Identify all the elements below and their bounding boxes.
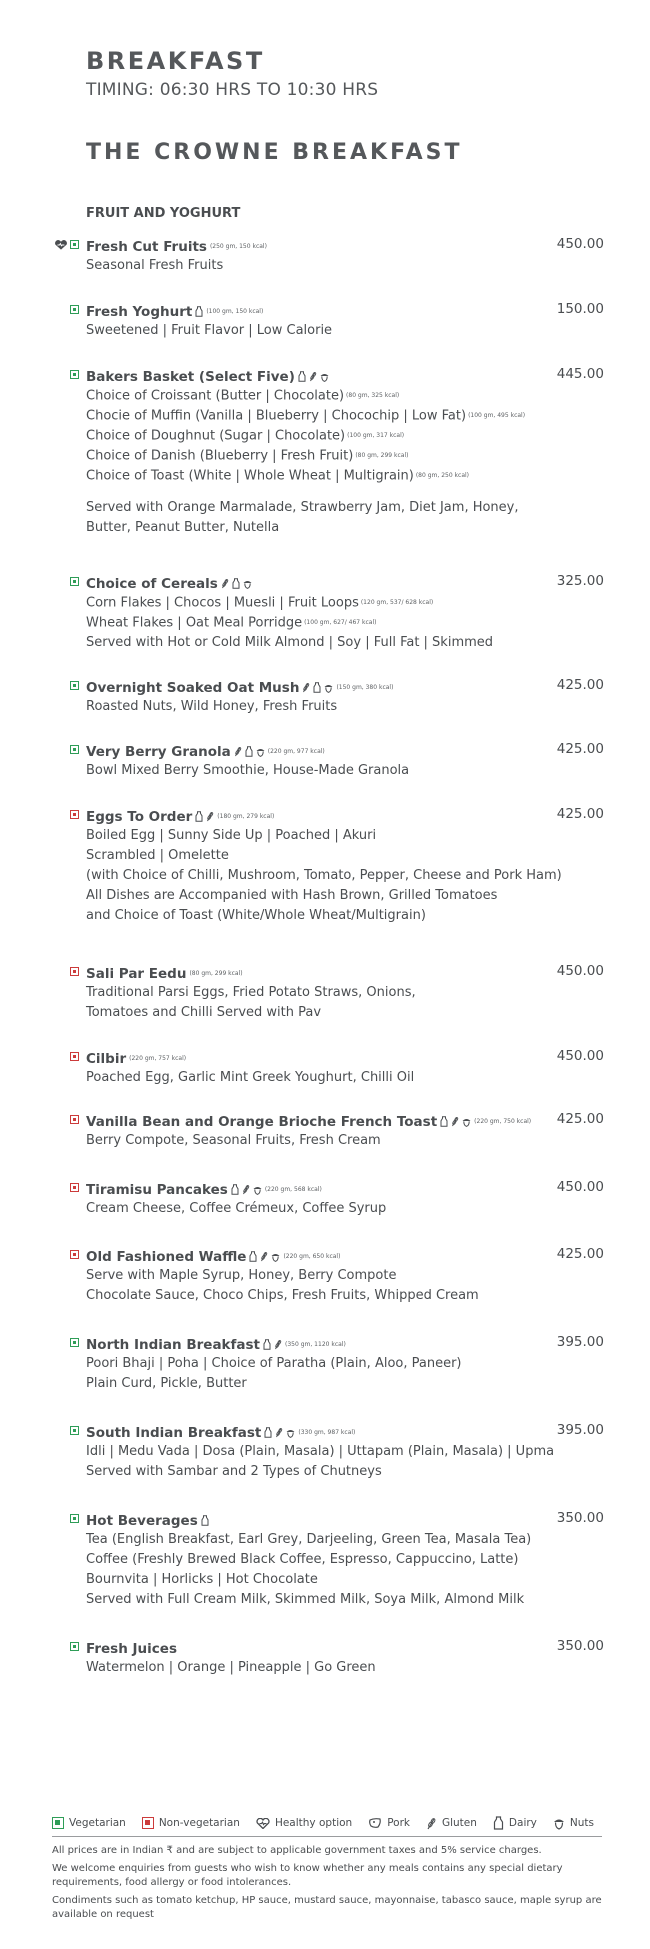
item-calories: (80 gm, 325 kcal): [346, 392, 400, 399]
legend-nonveg: [142, 1817, 240, 1829]
legend-label: Healthy option: [274, 1817, 353, 1829]
dairy-icon: [298, 371, 306, 382]
legend-label: Non-vegetarian: [158, 1817, 240, 1829]
item-price: 425.00: [556, 677, 604, 693]
item-name-line: [86, 1111, 531, 1130]
item-name-line: [86, 963, 243, 982]
gluten-icon: [309, 371, 317, 382]
item-price: 450.00: [556, 1179, 604, 1195]
dairy-icon: [249, 1251, 257, 1262]
vegetarian-icon: [70, 577, 79, 586]
description-line: Served with Sambar and 2 Types of Chutneys: [86, 1464, 382, 1479]
item-name: Tiramisu Pancakes: [86, 1182, 228, 1198]
item-name: Cilbir: [86, 1051, 127, 1067]
item-description: [86, 1354, 462, 1394]
description-line: Served with Full Cream Milk, Skimmed Milk, Soya Milk, Almond Milk: [86, 1592, 525, 1607]
dairy-icon: [232, 578, 240, 589]
description-line: Served with Hot or Cold Milk Almond | Soy | Full Fat | Skimmed: [86, 635, 494, 650]
item-name: Choice of Cereals: [86, 576, 218, 592]
item-name: Fresh Juices: [86, 1641, 177, 1657]
menu-title: BREAKFAST: [86, 47, 265, 75]
pork-icon: [368, 1817, 382, 1829]
gluten-icon: [260, 1251, 268, 1262]
legend-label: Vegetarian: [69, 1817, 126, 1829]
item-description: [86, 1658, 376, 1678]
gluten-icon: [451, 1116, 459, 1127]
item-calories: (350 gm, 1120 kcal): [285, 1341, 346, 1348]
item-calories: (100 gm, 627/ 467 kcal): [304, 619, 377, 626]
legend-healthy: [256, 1817, 352, 1829]
dairy-icon: [493, 1816, 504, 1830]
item-calories: (220 gm, 650 kcal): [283, 1253, 341, 1260]
item-description: [86, 1530, 531, 1610]
item-description: [86, 1068, 414, 1088]
item-description: [86, 826, 562, 926]
menu-subtitle: THE CROWNE BREAKFAST: [86, 140, 463, 165]
item-calories: (120 gm, 537/ 628 kcal): [360, 599, 434, 606]
non-vegetarian-icon: [142, 1817, 154, 1829]
non-vegetarian-icon: [70, 1183, 79, 1192]
item-name-line: [86, 677, 393, 696]
item-name-line: [86, 236, 267, 255]
dairy-icon: [440, 1116, 448, 1127]
description-line: Seasonal Fresh Fruits: [86, 258, 224, 273]
item-calories: (220 gm, 757 kcal): [129, 1055, 187, 1062]
description-line: All Dishes are Accompanied with Hash Brown, Grilled Tomatoes: [86, 888, 498, 903]
description-line: Berry Compote, Seasonal Fruits, Fresh Cream: [86, 1133, 381, 1148]
dietary-note: We welcome enquiries from guests who wish to know whether any meals contains any special dietary requirements, food allergy or food intolerances.: [52, 1863, 563, 1888]
non-vegetarian-icon: [70, 810, 79, 819]
item-description: [86, 761, 409, 781]
vegetarian-icon: [70, 1426, 79, 1435]
gluten-icon: [302, 682, 310, 693]
item-calories: (220 gm, 750 kcal): [474, 1118, 532, 1125]
description-line: Butter, Peanut Butter, Nutella: [86, 520, 280, 535]
vegetarian-icon: [70, 305, 79, 314]
nuts-icon: [553, 1817, 565, 1830]
gluten-icon: [234, 746, 242, 757]
description-text: Choice of Croissant (Butter | Chocolate): [86, 388, 345, 404]
vegetarian-icon: [70, 1338, 79, 1347]
item-price: 350.00: [556, 1638, 604, 1654]
legend-label: Gluten: [441, 1817, 477, 1829]
item-calories: (80 gm, 299 kcal): [355, 452, 409, 459]
item-calories: (220 gm, 977 kcal): [267, 748, 325, 755]
gluten-icon: [275, 1427, 283, 1438]
description-line: Chocolate Sauce, Choco Chips, Fresh Fruits, Whipped Cream: [86, 1288, 479, 1303]
item-price: 425.00: [556, 806, 604, 822]
item-name: Old Fashioned Waffle: [86, 1249, 247, 1265]
description-text: Choice of Doughnut (Sugar | Chocolate): [86, 428, 346, 444]
legend-label: Nuts: [569, 1817, 594, 1829]
legend-label: Dairy: [508, 1817, 537, 1829]
vegetarian-icon: [70, 681, 79, 690]
legend-nuts: [553, 1817, 594, 1830]
nuts-icon: [243, 579, 252, 589]
dairy-icon: [201, 1515, 209, 1526]
item-name-line: [86, 573, 252, 592]
gluten-icon: [221, 578, 229, 589]
vegetarian-icon: [70, 1514, 79, 1523]
legend-pork: [368, 1817, 410, 1829]
dairy-icon: [313, 682, 321, 693]
non-vegetarian-icon: [70, 1115, 79, 1124]
nuts-icon: [462, 1117, 471, 1127]
non-vegetarian-icon: [70, 1052, 79, 1061]
description-line: Plain Curd, Pickle, Butter: [86, 1376, 247, 1391]
item-name-line: [86, 1334, 346, 1353]
item-name: Very Berry Granola: [86, 744, 231, 760]
gluten-icon: [206, 811, 214, 822]
item-name: Eggs To Order: [86, 809, 193, 825]
item-price: 445.00: [556, 366, 604, 382]
description-line: Tea (English Breakfast, Earl Grey, Darjeeling, Green Tea, Masala Tea): [86, 1532, 532, 1547]
vegetarian-icon: [52, 1817, 64, 1829]
item-description: [86, 386, 525, 538]
item-price: 395.00: [556, 1334, 604, 1350]
item-price: 450.00: [556, 236, 604, 252]
item-price: 425.00: [556, 1111, 604, 1127]
item-name-line: [86, 806, 274, 825]
item-price: 425.00: [556, 741, 604, 757]
vegetarian-icon: [70, 745, 79, 754]
description-line: [86, 426, 525, 446]
item-name-line: [86, 301, 263, 320]
nuts-icon: [286, 1428, 295, 1438]
item-name: Fresh Yoghurt: [86, 304, 193, 320]
item-name: Sali Par Eedu: [86, 966, 187, 982]
description-line: Bournvita | Horlicks | Hot Chocolate: [86, 1572, 318, 1587]
item-name-line: [86, 1510, 209, 1529]
vegetarian-icon: [70, 1642, 79, 1651]
description-text: Choice of Danish (Blueberry | Fresh Fruit): [86, 448, 354, 464]
vegetarian-icon: [70, 240, 79, 249]
description-line: Bowl Mixed Berry Smoothie, House-Made Granola: [86, 763, 410, 778]
description-line: Tomatoes and Chilli Served with Pav: [86, 1005, 322, 1020]
item-name-line: [86, 1048, 186, 1067]
nuts-icon: [256, 747, 265, 757]
description-line: Serve with Maple Syrup, Honey, Berry Compote: [86, 1268, 397, 1283]
nuts-icon: [271, 1252, 280, 1262]
item-calories: (80 gm, 250 kcal): [415, 472, 470, 479]
description-line: Traditional Parsi Eggs, Fried Potato Straws, Onions,: [86, 985, 416, 1000]
gluten-icon: [274, 1339, 282, 1350]
dairy-icon: [263, 1339, 271, 1350]
item-calories: (100 gm, 150 kcal): [206, 308, 264, 315]
section-heading: FRUIT AND YOGHURT: [86, 206, 241, 221]
item-calories: (330 gm, 987 kcal): [298, 1429, 356, 1436]
non-vegetarian-icon: [70, 1250, 79, 1259]
legend-label: Pork: [387, 1817, 410, 1829]
nuts-icon: [324, 683, 333, 693]
description-line: [86, 613, 493, 633]
description-line: Poori Bhaji | Poha | Choice of Paratha (Plain, Aloo, Paneer): [86, 1356, 462, 1371]
item-price: 450.00: [556, 1048, 604, 1064]
healthy-option-icon: [256, 1818, 270, 1829]
vegetarian-icon: [70, 370, 79, 379]
description-line: Served with Orange Marmalade, Strawberry Jam, Diet Jam, Honey,: [86, 500, 519, 515]
nuts-icon: [320, 372, 329, 382]
description-line: Boiled Egg | Sunny Side Up | Poached | Akuri: [86, 828, 377, 843]
description-line: (with Choice of Chilli, Mushroom, Tomato, Pepper, Cheese and Pork Ham): [86, 868, 562, 883]
item-price: 150.00: [556, 301, 604, 317]
item-calories: (100 gm, 495 kcal): [468, 412, 526, 419]
description-line: Cream Cheese, Coffee Crémeux, Coffee Syrup: [86, 1201, 387, 1216]
item-name: Bakers Basket (Select Five): [86, 369, 295, 385]
item-price: 325.00: [556, 573, 604, 589]
description-text: Choice of Toast (White | Whole Wheat | Multigrain): [86, 468, 414, 484]
condiments-note: Condiments such as tomato ketchup, HP sauce, mustard sauce, mayonnaise, tabasco sauce, maple syrup are available on request: [52, 1895, 602, 1920]
description-text: Corn Flakes | Chocos | Muesli | Fruit Loops: [86, 595, 359, 611]
price-note: All prices are in Indian ₹ and are subject to applicable government taxes and 5% service charges.: [52, 1845, 542, 1856]
description-line: and Choice of Toast (White/Whole Wheat/Multigrain): [86, 908, 426, 923]
description-line: [86, 406, 525, 426]
item-description: [86, 983, 416, 1023]
description-line: [86, 593, 493, 613]
non-vegetarian-icon: [70, 967, 79, 976]
item-calories: (100 gm, 317 kcal): [347, 432, 405, 439]
item-name: Hot Beverages: [86, 1513, 198, 1529]
dairy-icon: [195, 811, 203, 822]
dairy-icon: [264, 1427, 272, 1438]
item-price: 395.00: [556, 1422, 604, 1438]
description-line: Roasted Nuts, Wild Honey, Fresh Fruits: [86, 699, 338, 714]
description-text: Wheat Flakes | Oat Meal Porridge: [86, 615, 303, 631]
legend-vegetarian: [52, 1817, 126, 1829]
line-gap: [86, 486, 525, 498]
description-line: Sweetened | Fruit Flavor | Low Calorie: [86, 323, 333, 338]
item-description: [86, 1266, 479, 1306]
item-name: South Indian Breakfast: [86, 1425, 262, 1441]
description-text: Chocie of Muffin (Vanilla | Blueberry | Chocochip | Low Fat): [86, 408, 467, 424]
description-line: Scrambled | Omelette: [86, 848, 229, 863]
item-name-line: [86, 1422, 355, 1441]
gluten-icon: [242, 1184, 250, 1195]
legend-dairy: [493, 1816, 537, 1830]
item-name: Fresh Cut Fruits: [86, 239, 207, 255]
item-name: Overnight Soaked Oat Mush: [86, 680, 300, 696]
item-name-line: [86, 1638, 177, 1657]
description-line: Watermelon | Orange | Pineapple | Go Green: [86, 1660, 376, 1675]
item-name: North Indian Breakfast: [86, 1337, 261, 1353]
item-description: [86, 1199, 386, 1219]
item-name-line: [86, 366, 329, 385]
item-description: [86, 256, 223, 276]
healthy-option-icon: [54, 240, 68, 250]
description-line: [86, 386, 525, 406]
item-calories: (180 gm, 279 kcal): [217, 813, 275, 820]
legend: [52, 1814, 607, 1832]
description-line: [86, 466, 525, 486]
dairy-icon: [245, 746, 253, 757]
item-description: [86, 697, 337, 717]
dairy-icon: [195, 306, 203, 317]
item-calories: (220 gm, 568 kcal): [264, 1186, 322, 1193]
dairy-icon: [231, 1184, 239, 1195]
item-price: 350.00: [556, 1510, 604, 1526]
item-description: [86, 593, 493, 653]
footer-notes: [52, 1844, 612, 1926]
description-line: Idli | Medu Vada | Dosa (Plain, Masala) | Uttapam (Plain, Masala) | Upma: [86, 1444, 555, 1459]
item-name: Vanilla Bean and Orange Brioche French Toast: [86, 1114, 438, 1130]
description-line: Poached Egg, Garlic Mint Greek Youghurt, Chilli Oil: [86, 1070, 415, 1085]
menu-timing: TIMING: 06:30 HRS TO 10:30 HRS: [86, 80, 379, 100]
legend-gluten: [426, 1817, 477, 1830]
item-description: [86, 321, 332, 341]
item-calories: (150 gm, 380 kcal): [336, 684, 394, 691]
item-description: [86, 1442, 554, 1482]
nuts-icon: [253, 1185, 262, 1195]
item-description: [86, 1131, 381, 1151]
item-name-line: [86, 741, 325, 760]
item-calories: (80 gm, 299 kcal): [189, 970, 243, 977]
item-price: 425.00: [556, 1246, 604, 1262]
item-name-line: [86, 1246, 340, 1265]
item-name-line: [86, 1179, 322, 1198]
gluten-icon: [426, 1817, 437, 1830]
item-price: 450.00: [556, 963, 604, 979]
divider: [52, 1836, 602, 1837]
description-line: [86, 446, 525, 466]
item-calories: (250 gm, 150 kcal): [209, 243, 267, 250]
description-line: Coffee (Freshly Brewed Black Coffee, Espresso, Cappuccino, Latte): [86, 1552, 519, 1567]
